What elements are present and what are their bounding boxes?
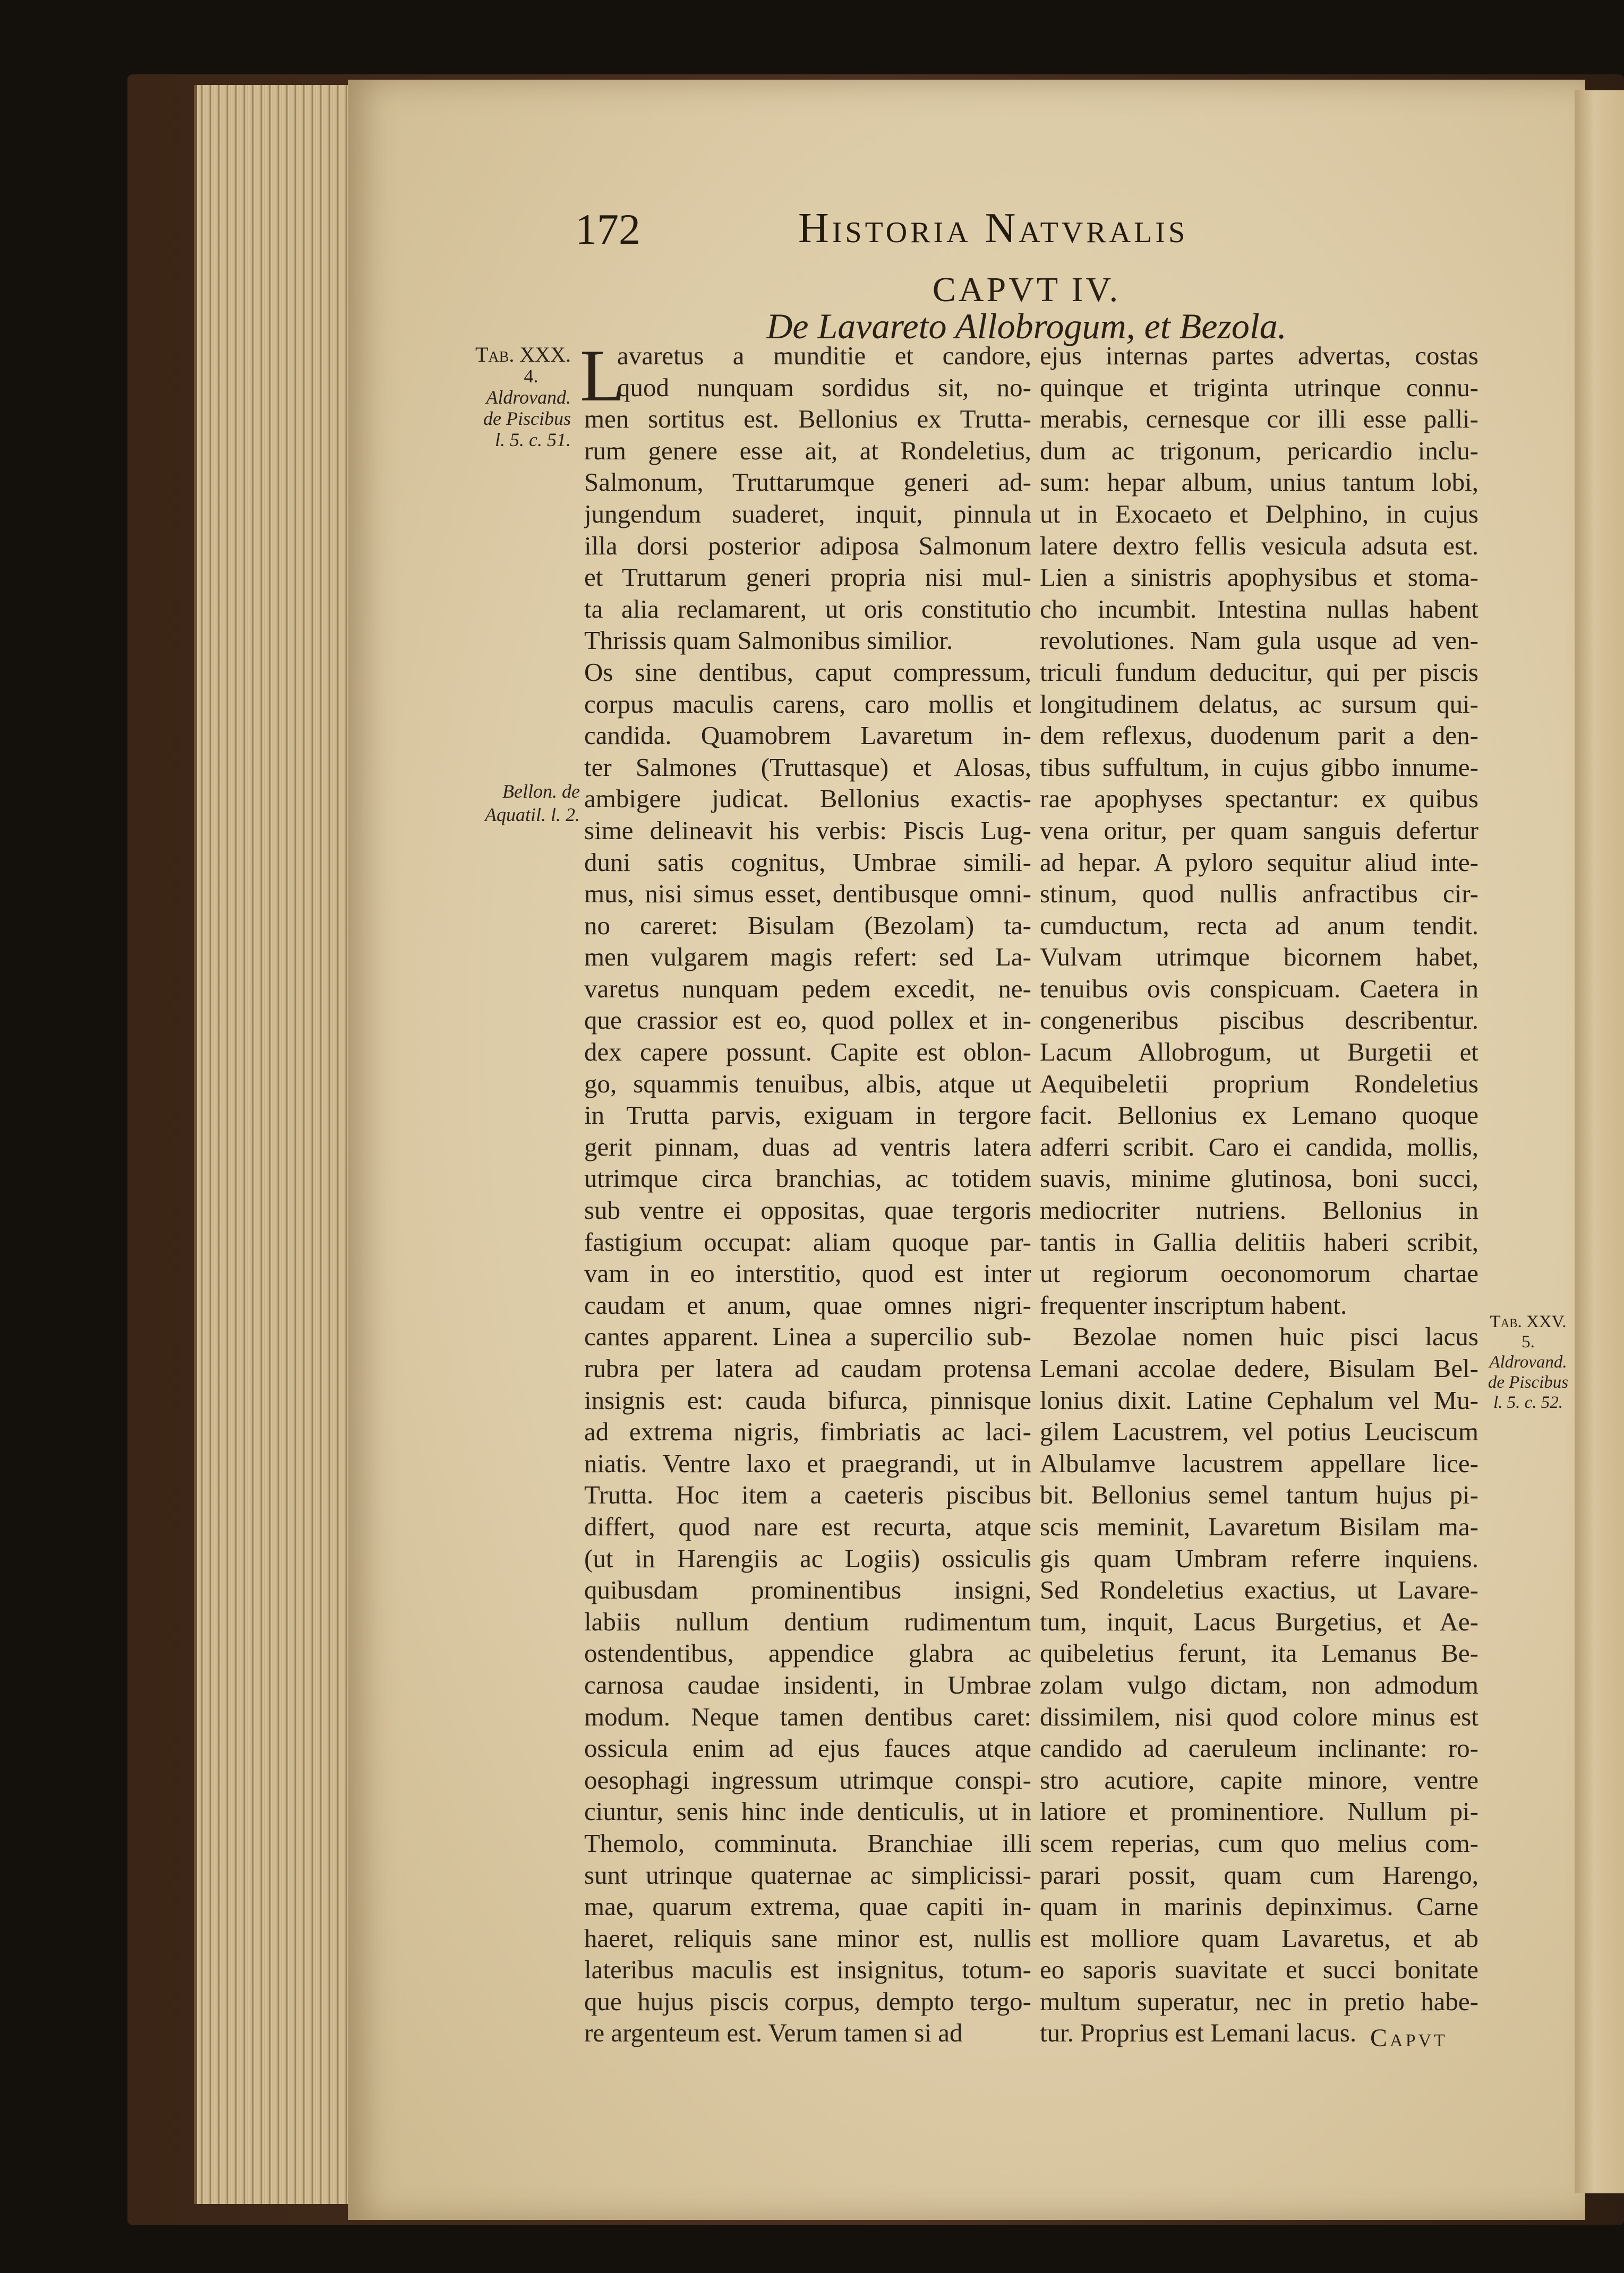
margin-line: de Piscibus bbox=[483, 408, 571, 429]
text-line: mediocriter nutriens. Bellonius in bbox=[1040, 1195, 1478, 1225]
text-line: sum: hepar album, unius tantum lobi, bbox=[1040, 467, 1478, 497]
margin-line: de Piscibus bbox=[1488, 1373, 1569, 1392]
text-line: Trutta. Hoc item a caeteris piscibus bbox=[584, 1480, 1031, 1510]
text-line: avaretus a munditie et candore, bbox=[617, 341, 1031, 370]
text-line: ambigere judicat. Bellonius exactis- bbox=[584, 784, 1031, 814]
text-line: utrimque circa branchias, ac totidem bbox=[584, 1164, 1031, 1193]
text-line: parari possit, quam cum Harengo, bbox=[1040, 1860, 1478, 1890]
margin-line: Aldrovand. bbox=[1489, 1353, 1567, 1372]
text-line: dissimilem, nisi quod colore minus est bbox=[1040, 1702, 1478, 1731]
text-line: rae apophyses spectantur: ex quibus bbox=[1040, 784, 1478, 814]
text-line: dem reflexus, duodenum parit a den- bbox=[1040, 721, 1478, 750]
text-line: Salmonum, Truttarumque generi ad- bbox=[584, 467, 1031, 497]
text-line: scem reperias, cum quo melius com- bbox=[1040, 1828, 1478, 1858]
text-line: ad hepar. A pyloro sequitur aliud inte- bbox=[1040, 847, 1478, 877]
text-column-left bbox=[584, 340, 1031, 2049]
text-line: lonius dixit. Latine Cephalum vel Mu- bbox=[1040, 1385, 1478, 1415]
text-line: dex capere possunt. Capite est oblon- bbox=[584, 1037, 1031, 1067]
text-line: carnosa caudae insidenti, in Umbrae bbox=[584, 1670, 1031, 1699]
text-line: Themolo, comminuta. Branchiae illi bbox=[584, 1828, 1031, 1858]
text-line: ciuntur, senis hinc inde denticulis, ut in bbox=[584, 1797, 1031, 1826]
text-line: haeret, reliquis sane minor est, nullis bbox=[584, 1923, 1031, 1953]
text-line: tum, inquit, Lacus Burgetius, et Ae- bbox=[1040, 1607, 1478, 1636]
text-line: bit. Bellonius semel tantum hujus pi- bbox=[1040, 1480, 1478, 1510]
text-line: stro acutiore, capite minore, ventre bbox=[1040, 1765, 1478, 1795]
text-line: quibusdam prominentibus insigni, bbox=[584, 1575, 1031, 1605]
text-line: est molliore quam Lavaretus, et ab bbox=[1040, 1923, 1478, 1953]
text-line: labiis nullum dentium rudimentum bbox=[584, 1607, 1031, 1636]
text-line: rum genere esse ait, at Rondeletius, bbox=[584, 435, 1031, 465]
text-line: varetus nunquam pedem excedit, ne- bbox=[584, 973, 1031, 1003]
text-line: Albulamve lacustrem appellare lice- bbox=[1040, 1448, 1478, 1478]
text-line: rubra per latera ad caudam protensa bbox=[584, 1354, 1031, 1383]
text-line: Thrissis quam Salmonibus similior. bbox=[584, 626, 953, 655]
text-line: ostendentibus, appendice glabra ac bbox=[584, 1638, 1031, 1668]
text-line: ossicula enim ad ejus fauces atque bbox=[584, 1733, 1031, 1763]
text-line: longitudinem delatus, ac sursum qui- bbox=[1040, 689, 1478, 719]
text-line: gis quam Umbram referre inquiens. bbox=[1040, 1543, 1478, 1573]
text-line: quam in marinis depinximus. Carne bbox=[1040, 1892, 1478, 1921]
text-line: multum superatur, nec in pretio habe- bbox=[1040, 1986, 1478, 2016]
text-line: Aequibeletii proprium Rondeletius bbox=[1040, 1069, 1478, 1098]
drop-cap: L bbox=[580, 335, 626, 417]
text-line: re argenteum est. Verum tamen si ad bbox=[584, 2018, 963, 2048]
text-line: latere dextro fellis vesicula adsuta est. bbox=[1040, 531, 1478, 560]
text-line: sub ventre ei oppositas, quae tergoris bbox=[584, 1195, 1031, 1225]
text-line: Lemani accolae dedere, Bisulam Bel- bbox=[1040, 1354, 1478, 1383]
facing-page-edge bbox=[1575, 90, 1624, 2193]
page-number: 172 bbox=[575, 205, 640, 253]
margin-note-left-2 bbox=[457, 780, 580, 826]
text-line: men sortitus est. Bellonius ex Trutta- bbox=[584, 404, 1031, 434]
text-line: ut in Exocaeto et Delphino, in cujus bbox=[1040, 499, 1478, 528]
text-line: insignis est: cauda bifurca, pinnisque bbox=[584, 1385, 1031, 1415]
chapter-subtitle: De Lavareto Allobrogum, et Bezola. bbox=[766, 306, 1287, 346]
margin-line: 5. bbox=[1522, 1332, 1535, 1352]
margin-line: Aldrovand. bbox=[486, 387, 571, 408]
text-line: ta alia reclamarent, ut oris constitutio bbox=[584, 594, 1031, 623]
text-line: jungendum suaderet, inquit, pinnula bbox=[584, 499, 1031, 528]
text-line: gerit pinnam, duas ad ventris latera bbox=[584, 1132, 1031, 1161]
text-line: ejus internas partes advertas, costas bbox=[1040, 341, 1478, 370]
text-line: que crassior est eo, quod pollex et in- bbox=[584, 1005, 1031, 1035]
text-line: men vulgarem magis refert: sed La- bbox=[584, 942, 1031, 972]
text-line: scis meminit, Lavaretum Bisilam ma- bbox=[1040, 1511, 1478, 1541]
running-head: Historia Natvralis bbox=[798, 205, 1189, 252]
text-line: vam in eo interstitio, quod est inter bbox=[584, 1259, 1031, 1288]
text-line: oesophagi ingressum utrimque conspi- bbox=[584, 1765, 1031, 1795]
text-line: que hujus piscis corpus, dempto tergo- bbox=[584, 1986, 1031, 2016]
text-line: revolutiones. Nam gula usque ad ven- bbox=[1040, 626, 1478, 655]
text-line: caudam et anum, quae omnes nigri- bbox=[584, 1290, 1031, 1320]
text-line: ut regiorum oeconomorum chartae bbox=[1040, 1259, 1478, 1288]
text-line: Lien a sinistris apophysibus et stoma- bbox=[1040, 562, 1478, 592]
text-line: sunt utrinque quaternae ac simplicissi- bbox=[584, 1860, 1031, 1890]
text-line: mae, quarum extrema, quae capiti in- bbox=[584, 1892, 1031, 1921]
margin-line: Tab. XXX. bbox=[475, 343, 571, 366]
margin-note-right bbox=[1487, 1312, 1569, 1413]
text-line: candida. Quamobrem Lavaretum in- bbox=[584, 721, 1031, 750]
text-line: gilem Lacustrem, vel potius Leuciscum bbox=[1040, 1417, 1478, 1447]
catchword: Capvt bbox=[1370, 2024, 1448, 2052]
text-line: et Truttarum generi propria nisi mul- bbox=[584, 562, 1031, 592]
margin-note-left-1 bbox=[459, 344, 571, 450]
text-line: candido ad caeruleum inclinante: ro- bbox=[1040, 1733, 1478, 1763]
page-header bbox=[575, 204, 1478, 263]
text-line: (ut in Harengiis ac Logiis) ossiculis bbox=[584, 1543, 1031, 1573]
text-line: cumductum, recta ad anum tendit. bbox=[1040, 910, 1478, 940]
text-line: triculi fundum deducitur, qui per piscis bbox=[1040, 657, 1478, 687]
text-line: frequenter inscriptum habent. bbox=[1040, 1290, 1347, 1320]
text-line: dum ac trigonum, pericardio inclu- bbox=[1040, 435, 1478, 465]
text-line: no careret: Bisulam (Bezolam) ta- bbox=[584, 910, 1031, 940]
margin-line: Aquatil. l. 2. bbox=[485, 804, 580, 825]
text-line: go, squammis tenuibus, albis, atque ut bbox=[584, 1069, 1031, 1098]
text-line: congeneribus piscibus describentur. bbox=[1040, 1005, 1478, 1035]
text-line: cho incumbit. Intestina nullas habent bbox=[1040, 594, 1478, 623]
text-line: Sed Rondeletius exactius, ut Lavare- bbox=[1040, 1575, 1478, 1605]
text-line: vena oritur, per quam sanguis defertur bbox=[1040, 815, 1478, 845]
text-line: suavis, minime glutinosa, boni succi, bbox=[1040, 1164, 1478, 1193]
text-line: facit. Bellonius ex Lemano quoque bbox=[1040, 1100, 1478, 1130]
text-line: corpus maculis carens, caro mollis et bbox=[584, 689, 1031, 719]
text-column-right bbox=[1040, 340, 1478, 2049]
text-line: quibeletius ferunt, ita Lemanus Be- bbox=[1040, 1638, 1478, 1668]
text-line: zolam vulgo dictam, non admodum bbox=[1040, 1670, 1478, 1699]
text-line: in Trutta parvis, exiguam in tergore bbox=[584, 1100, 1031, 1130]
margin-line: l. 5. c. 52. bbox=[1493, 1393, 1563, 1412]
text-line: duni satis cognitus, Umbrae simili- bbox=[584, 847, 1031, 877]
page-edges bbox=[194, 85, 373, 2204]
text-line: stinum, quod nullis anfractibus cir- bbox=[1040, 879, 1478, 909]
text-line: quinque et triginta utrinque connu- bbox=[1040, 372, 1478, 402]
text-line: tenuibus ovis conspicuam. Caetera in bbox=[1040, 973, 1478, 1003]
text-line: tur. Proprius est Lemani lacus. bbox=[1040, 2018, 1357, 2048]
text-line: differt, quod nare est recurta, atque bbox=[584, 1511, 1031, 1541]
text-line: adferri scribit. Caro ei candida, mollis, bbox=[1040, 1132, 1478, 1161]
text-line: cantes apparent. Linea a supercilio sub- bbox=[584, 1322, 1031, 1352]
text-line: latiore et prominentiore. Nullum pi- bbox=[1040, 1797, 1478, 1826]
text-line: Bezolae nomen huic pisci lacus bbox=[1073, 1322, 1478, 1352]
text-line: merabis, cernesque cor illi esse palli- bbox=[1040, 404, 1478, 434]
text-line: Lacum Allobrogum, ut Burgetii et bbox=[1040, 1037, 1478, 1067]
margin-line: l. 5. c. 51. bbox=[495, 429, 571, 450]
text-line: sime delineavit his verbis: Piscis Lug- bbox=[584, 815, 1031, 845]
text-line: lateribus maculis est insignitus, totum- bbox=[584, 1955, 1031, 1985]
text-line: Os sine dentibus, caput compressum, bbox=[584, 657, 1031, 687]
text-line: niatis. Ventre laxo et praegrandi, ut in bbox=[584, 1448, 1031, 1478]
text-line: fastigium occupat: aliam quoque par- bbox=[584, 1227, 1031, 1257]
text-line: illa dorsi posterior adiposa Salmonum bbox=[584, 531, 1031, 560]
text-line: tantis in Gallia delitiis haberi scribit, bbox=[1040, 1227, 1478, 1257]
text-line: tibus suffultum, in cujus gibbo innume- bbox=[1040, 752, 1478, 782]
text-line: ad extrema nigris, fimbriatis ac laci- bbox=[584, 1417, 1031, 1447]
text-line: Vulvam utrimque bicornem habet, bbox=[1040, 942, 1478, 972]
text-line: modum. Neque tamen dentibus caret: bbox=[584, 1702, 1031, 1731]
text-line: ter Salmones (Truttasque) et Alosas, bbox=[584, 752, 1031, 782]
text-line: mus, nisi simus esset, dentibusque omni- bbox=[584, 879, 1031, 909]
margin-line: 4. bbox=[524, 365, 539, 387]
text-line: quod nunquam sordidus sit, no- bbox=[617, 372, 1031, 402]
margin-line: Tab. XXV. bbox=[1490, 1312, 1567, 1331]
margin-line: Bellon. de bbox=[502, 781, 580, 802]
text-line: eo saporis suavitate et succi bonitate bbox=[1040, 1955, 1478, 1985]
chapter-heading: CAPVT IV. bbox=[932, 270, 1121, 309]
